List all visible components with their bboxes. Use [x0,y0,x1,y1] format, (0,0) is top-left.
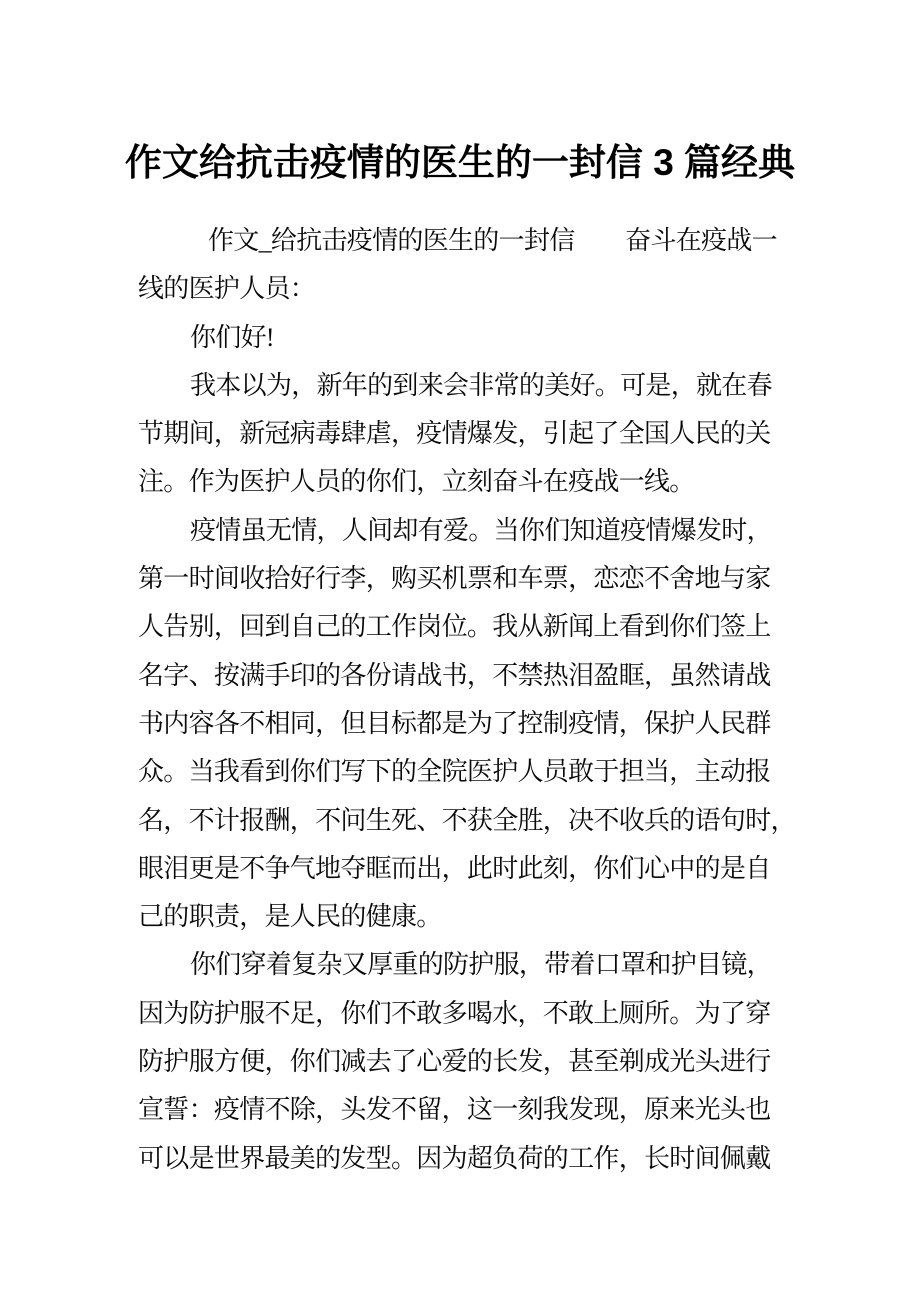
document-text-line: 疫情虽无情，人间却有爱。当你们知道疫情爆发时， [190,515,772,545]
document-text-line: 作文_给抗击疫情的医生的一封信 奋斗在疫战一 [208,226,777,255]
document-text-line: 眼泪更是不争气地夺眶而出，此时此刻，你们心中的是自 [138,853,771,883]
document-text-line: 第一时间收拾好行李，购买机票和车票，恋恋不舍地与家 [138,564,771,594]
document-text-line: 宣誓：疫情不除，头发不留，这一刻我发现，原来光头也 [138,1095,771,1125]
document-text-line: 名，不计报酬，不问生死、不获全胜，决不收兵的语句时， [138,805,796,835]
document-text-line: 线的医护人员： [138,274,316,304]
document-text-line: 可以是世界最美的发型。因为超负荷的工作，长时间佩戴 [138,1143,771,1173]
document-text-line: 你们好! [190,322,274,352]
document-text-line: 众。当我看到你们写下的全院医护人员敢于担当，主动报 [138,757,771,787]
document-text-line: 名字、按满手印的各份请战书，不禁热泪盈眶，虽然请战 [138,660,771,690]
document-text-line: 注。作为医护人员的你们，立刻奋斗在疫战一线。 [138,467,695,497]
document-text-line: 己的职责，是人民的健康。 [138,902,442,932]
document-text-line: 防护服方便，你们减去了心爱的长发，甚至剃成光头进行 [138,1047,771,1077]
document-text-line: 我本以为，新年的到来会非常的美好。可是，就在春 [190,370,772,400]
document-text-line: 书内容各不相同，但目标都是为了控制疫情，保护人民群 [138,708,771,738]
document-text-line: 节期间，新冠病毒肆虐，疫情爆发，引起了全国人民的关 [138,419,771,449]
document-text-line: 人告别，回到自己的工作岗位。我从新闻上看到你们签上 [138,612,771,642]
document-body [138,217,798,1183]
document-text-line: 你们穿着复杂又厚重的防护服，带着口罩和护目镜， [190,950,772,980]
document-text-line: 因为防护服不足，你们不敢多喝水，不敢上厕所。为了穿 [138,998,771,1028]
document-title: 作文给抗击疫情的医生的一封信 3 篇经典 [124,142,796,183]
